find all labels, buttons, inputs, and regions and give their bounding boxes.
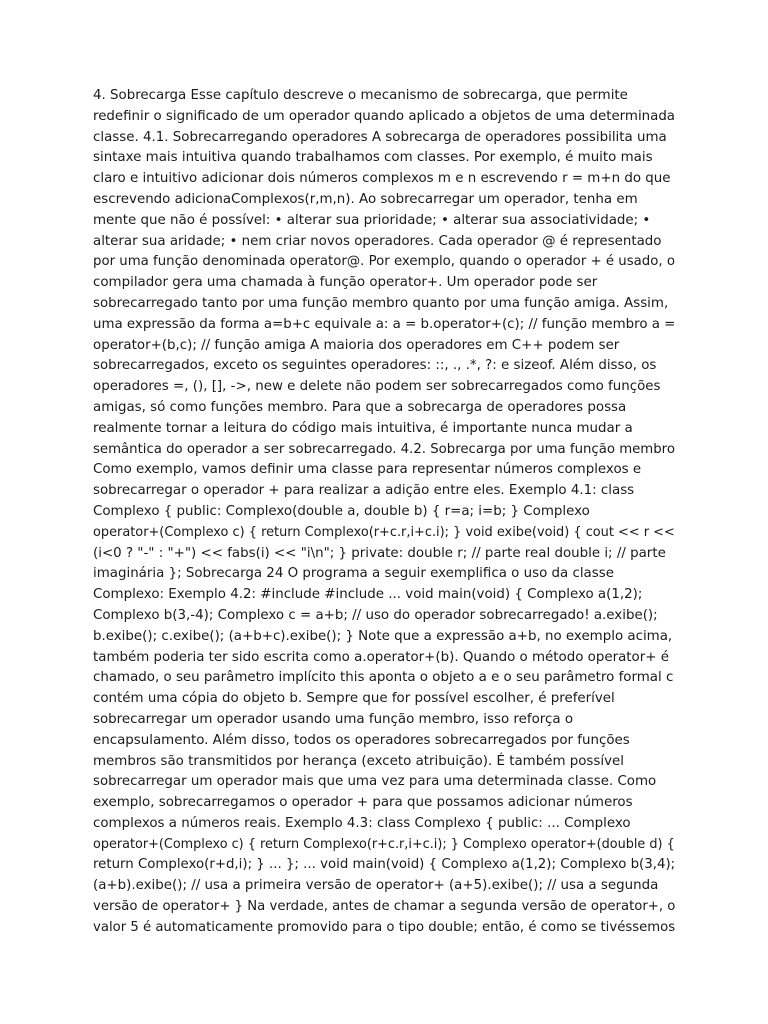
text-line: sobrecarregar um operador mais que uma vez para uma determinada classe. Como [93,774,657,790]
text-line: Complexo { public: Complexo(double a, double b) { r=a; i=b; } Complexo [93,503,590,519]
text-line: sobrecarregar o operador + para realizar a adição entre eles. Exemplo 4.1: class [93,483,635,499]
text-line: exemplo, sobrecarregamos o operador + para que possamos adicionar números [93,795,633,811]
text-line: também poderia ter sido escrita como a.operator+(b). Quando o método operator+ é [93,649,669,665]
text-line: redefinir o significado de um operador quando aplicado a objetos de uma determinada [93,108,676,124]
text-line: Complexo b(3,-4); Complexo c = a+b; // uso do operador sobrecarregado! a.exibe(); [93,607,658,623]
text-line: amigas, só como funções membro. Para que a sobrecarga de operadores possa [93,399,627,415]
text-line: alterar sua aridade; • nem criar novos operadores. Cada operador @ é representado [93,233,662,249]
text-line: contém uma cópia do objeto b. Sempre que for possível escolher, é preferível [93,691,615,707]
text-line: operator+(Complexo c) { return Complexo(r+c.r,i+c.i); } Complexo operator+(double d) { [93,836,675,852]
text-line: operator+(Complexo c) { return Complexo(r+c.r,i+c.i); } void exibe(void) { cout << r << [93,524,675,540]
text-line: chamado, o seu parâmetro implícito this aponta o objeto a e o seu parâmetro formal c [93,670,674,686]
text-line: (a+b).exibe(); // usa a primeira versão de operator+ (a+5).exibe(); // usa a segunda [93,878,659,894]
text-line: versão de operator+ } Na verdade, antes de chamar a segunda versão de operator+, o [93,899,676,915]
text-line: encapsulamento. Além disso, todos os operadores sobrecarregados por funções [93,732,630,748]
text-line: semântica do operador a ser sobrecarregado. 4.2. Sobrecarga por uma função membro [93,441,675,457]
text-line: Complexo: Exemplo 4.2: #include #include ... void main(void) { Complexo a(1,2); [93,587,643,603]
body-text [93,86,675,939]
text-line: por uma função denominada operator@. Por exemplo, quando o operador + é usado, o [93,254,675,270]
text-line: 4. Sobrecarga Esse capítulo descreve o mecanismo de sobrecarga, que permite [93,88,628,103]
text-line: return Complexo(r+d,i); } ... }; ... void main(void) { Complexo a(1,2); Complexo b(3,4); [93,857,676,873]
text-line: b.exibe(); c.exibe(); (a+b+c).exibe(); } Note que a expressão a+b, no exemplo acima, [93,628,673,644]
text-line: escrevendo adicionaComplexos(r,m,n). Ao sobrecarregar um operador, tenha em [93,191,638,207]
text-line: classe. 4.1. Sobrecarregando operadores A sobrecarga de operadores possibilita uma [93,129,667,145]
text-line: operadores =, (), [], ->, new e delete não podem ser sobrecarregados como funções [93,379,661,395]
text-line: realmente tornar a leitura do código mais intuitiva, é importante nunca mudar a [93,420,633,436]
text-line: mente que não é possível: • alterar sua prioridade; • alterar sua associatividade; • [93,212,651,228]
text-line: membros são transmitidos por herança (exceto atribuição). É também possível [93,753,624,769]
text-line: valor 5 é automaticamente promovido para o tipo double; então, é como se tivéssemos [93,919,676,935]
text-line: imaginária }; Sobrecarga 24 O programa a seguir exemplifica o uso da classe [93,566,614,582]
text-line: compilador gera uma chamada à função operator+. Um operador pode ser [93,275,598,291]
text-line: Como exemplo, vamos definir uma classe para representar números complexos e [93,462,642,478]
text-line: sobrecarregado tanto por uma função membro quanto por uma função amiga. Assim, [93,295,669,311]
text-line: complexos a números reais. Exemplo 4.3: class Complexo { public: ... Complexo [93,815,631,831]
text-line: (i<0 ? "-" : "+") << fabs(i) << "i\n"; } private: double r; // parte real double i; // parte [93,545,666,561]
text-line: operator+(b,c); // função amiga A maioria dos operadores em C++ podem ser [93,337,620,353]
text-line: sintaxe mais intuitiva quando trabalhamos com classes. Por exemplo, é muito mais [93,150,653,166]
text-line: claro e intuitivo adicionar dois números complexos m e n escrevendo r = m+n do que [93,171,671,187]
text-line: sobrecarregados, exceto os seguintes operadores: ::, ., .*, ?: e sizeof. Além disso, os [93,358,657,374]
text-line: sobrecarregar um operador usando uma função membro, isso reforça o [93,711,574,727]
text-line: uma expressão da forma a=b+c equivale a: a = b.operator+(c); // função membro a = [93,316,676,332]
